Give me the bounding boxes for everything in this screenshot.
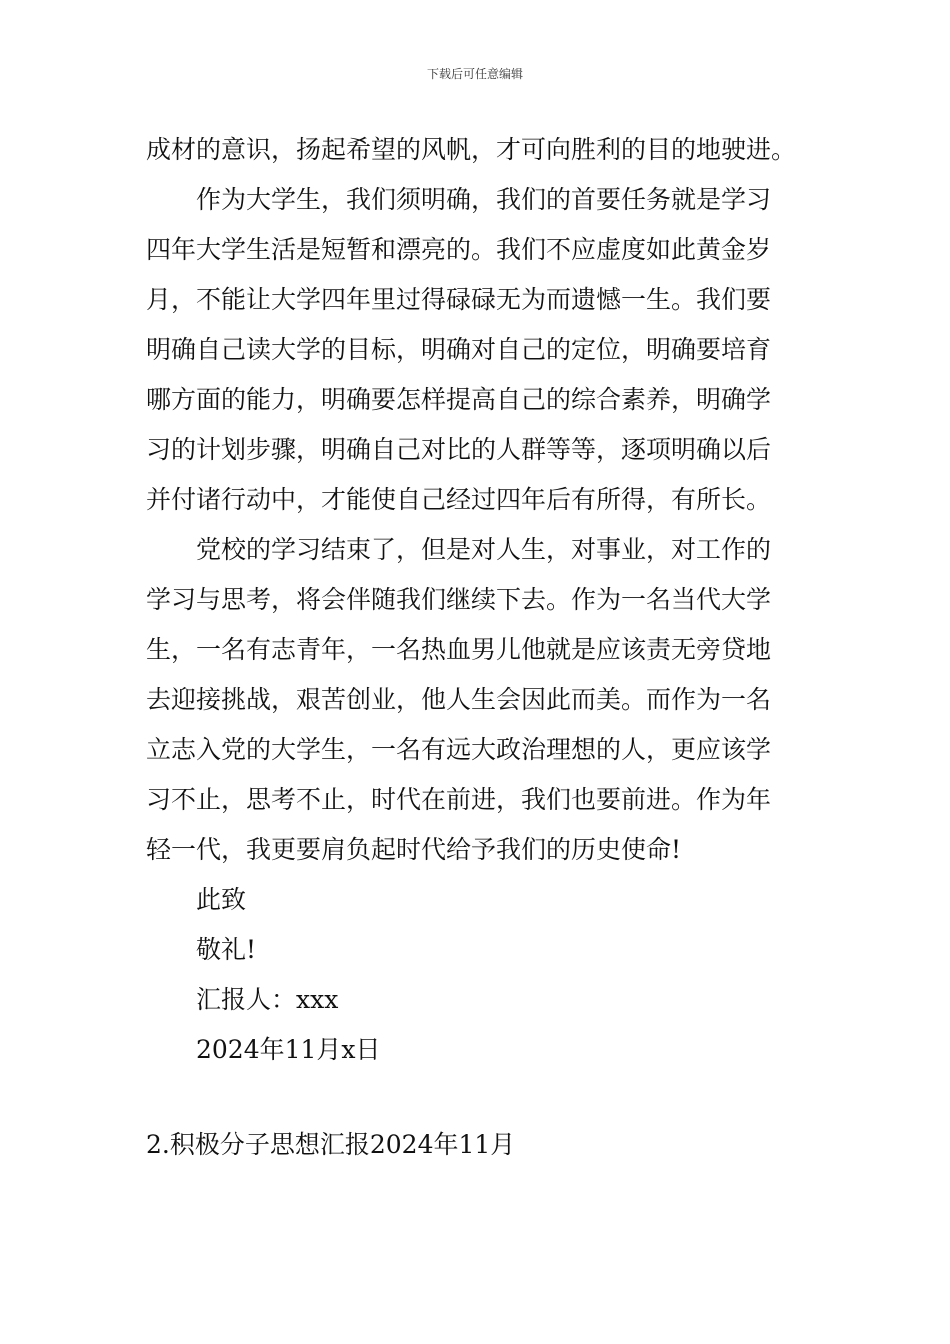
paragraph-line: 成材的意识，扬起希望的风帆，才可向胜利的目的地驶进。	[146, 135, 797, 164]
paragraph-line: 党校的学习结束了，但是对人生，对事业，对工作的	[196, 535, 772, 564]
next-section-heading: 2.积极分子思想汇报2024年11月	[146, 1130, 516, 1159]
header-note: 下载后可任意编辑	[426, 67, 523, 81]
letter-body	[146, 125, 812, 1075]
paragraph-line: 四年大学生活是短暂和漂亮的。我们不应虚度如此黄金岁	[146, 235, 772, 264]
paragraph-line: 作为大学生，我们须明确，我们的首要任务就是学习	[196, 185, 772, 214]
paragraph-line: 习的计划步骤，明确自己对比的人群等等，逐项明确以后	[146, 435, 772, 464]
report-date: 2024年11月x日	[196, 1035, 381, 1064]
closing-salutation: 此致	[196, 885, 247, 914]
paragraph-line: 并付诸行动中，才能使自己经过四年后有所得，有所长。	[146, 485, 772, 514]
paragraph-line: 立志入党的大学生，一名有远大政治理想的人，更应该学	[146, 735, 772, 764]
reporter-signature: 汇报人：xxx	[196, 985, 339, 1014]
paragraph-line: 习不止，思考不止，时代在前进，我们也要前进。作为年	[146, 785, 772, 814]
paragraph-line: 生，一名有志青年，一名热血男儿他就是应该责无旁贷地	[146, 635, 772, 664]
paragraph-line: 月，不能让大学四年里过得碌碌无为而遗憾一生。我们要	[146, 285, 772, 314]
paragraph-line: 轻一代，我更要肩负起时代给予我们的历史使命!	[146, 835, 682, 864]
paragraph-line: 哪方面的能力，明确要怎样提高自己的综合素养，明确学	[146, 385, 772, 414]
paragraph-line: 明确自己读大学的目标，明确对自己的定位，明确要培育	[146, 335, 772, 364]
paragraph-line: 去迎接挑战，艰苦创业，他人生会因此而美。而作为一名	[146, 685, 772, 714]
closing-regards: 敬礼!	[196, 935, 257, 964]
paragraph-line: 学习与思考，将会伴随我们继续下去。作为一名当代大学	[146, 585, 772, 614]
